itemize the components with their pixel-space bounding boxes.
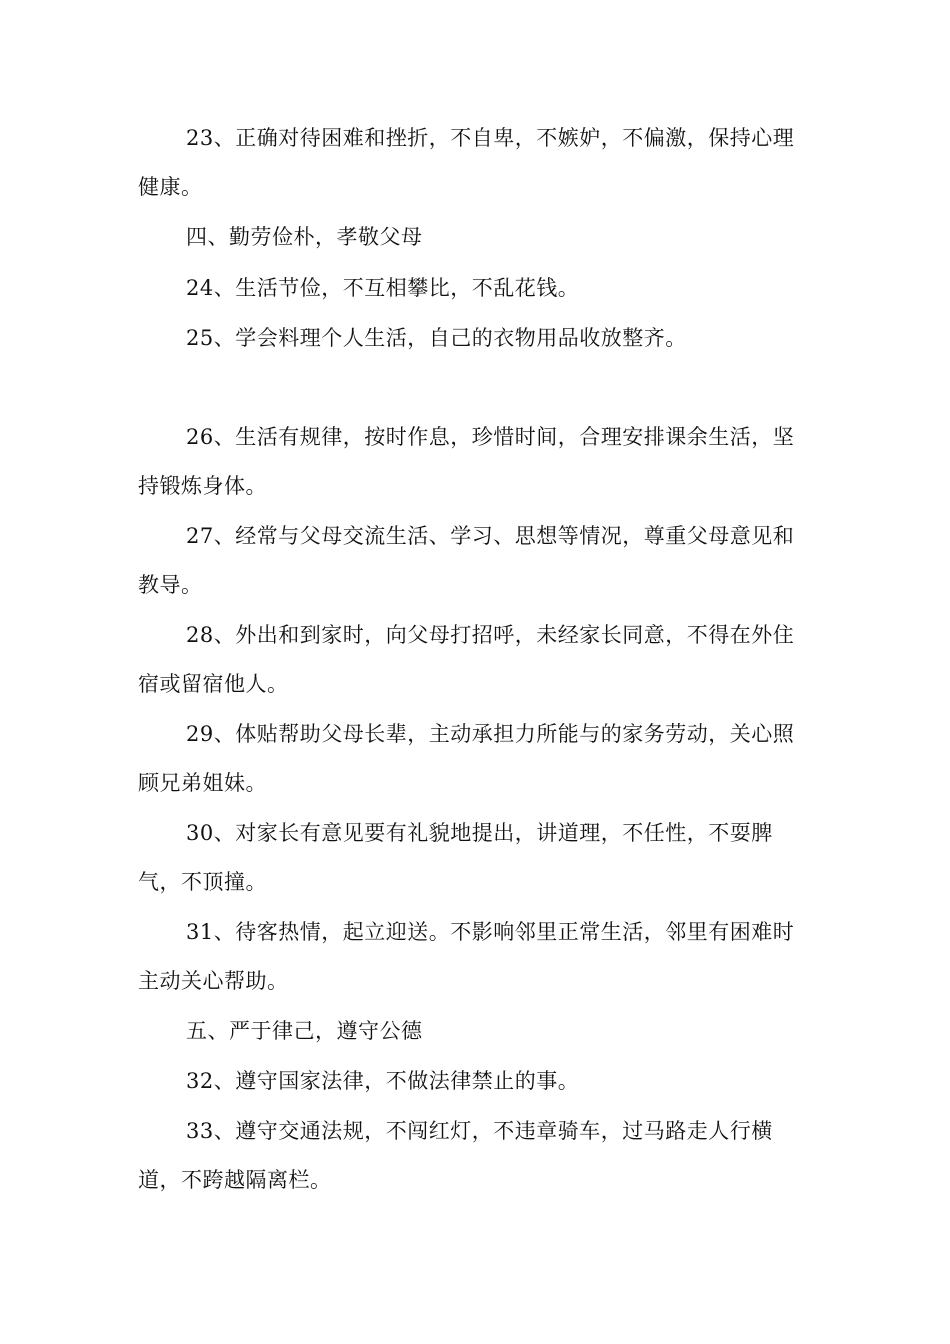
rule-33: 33、遵守交通法规，不闯红灯，不违章骑车，过马路走人行横道，不跨越隔离栏。	[138, 1119, 773, 1192]
rule-26: 26、生活有规律，按时作息，珍惜时间，合理安排课余生活，坚持锻炼身体。	[138, 425, 795, 498]
rule-27: 27、经常与父母交流生活、学习、思想等情况，尊重父母意见和教导。	[138, 524, 795, 597]
rule-32: 32、遵守国家法律，不做法律禁止的事。	[186, 1069, 580, 1093]
section-heading-5: 五、严于律己，遵守公德	[186, 1019, 423, 1043]
rule-28: 28、外出和到家时，向父母打招呼，未经家长同意，不得在外住宿或留宿他人。	[138, 623, 795, 696]
section-heading-4: 四、勤劳俭朴，孝敬父母	[186, 225, 423, 249]
rule-29: 29、体贴帮助父母长辈，主动承担力所能与的家务劳动，关心照顾兄弟姐妹。	[138, 722, 795, 795]
rule-31: 31、待客热情，起立迎送。不影响邻里正常生活，邻里有困难时主动关心帮助。	[138, 920, 795, 993]
rule-24: 24、生活节俭，不互相攀比，不乱花钱。	[186, 276, 580, 300]
rule-23: 23、正确对待困难和挫折，不自卑，不嫉妒，不偏激，保持心理健康。	[138, 126, 795, 199]
rule-25: 25、学会料理个人生活，自己的衣物用品收放整齐。	[186, 326, 687, 350]
rule-30: 30、对家长有意见要有礼貌地提出，讲道理，不任性，不耍脾气，不顶撞。	[138, 821, 773, 894]
